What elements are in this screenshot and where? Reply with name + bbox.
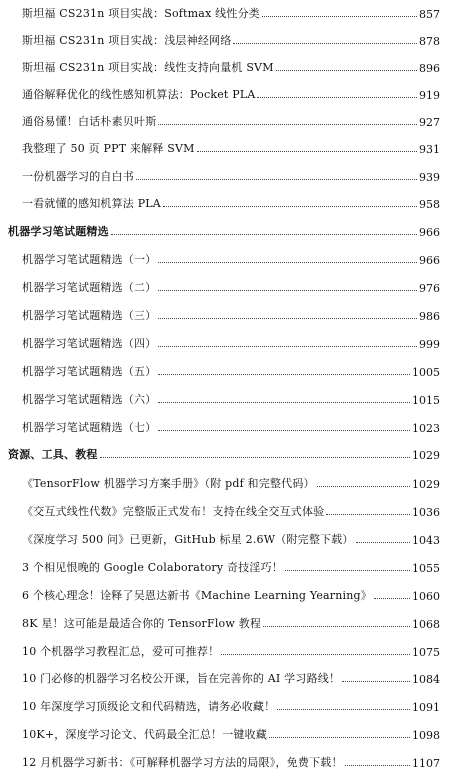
toc-entry-title: 我整理了 50 页 PPT 来解释 SVM (22, 142, 195, 155)
toc-dot-leader (221, 654, 410, 655)
toc-dot-leader (158, 430, 410, 431)
toc-entry-title: 机器学习笔试题精选（一） (22, 253, 157, 266)
toc-dot-leader (269, 737, 410, 738)
toc-dot-leader (317, 486, 410, 487)
toc-entry[interactable] (0, 529, 450, 547)
toc-entry-title: 10K+，深度学习论文、代码最全汇总！一键收藏 (22, 728, 268, 741)
toc-entry-title: 机器学习笔试题精选（五） (22, 365, 157, 378)
toc-entry-title: 通俗易懂！白话朴素贝叶斯 (22, 115, 157, 128)
toc-page-number: 1043 (412, 534, 440, 547)
toc-page-number: 976 (419, 282, 440, 295)
toc-entry[interactable] (0, 166, 450, 184)
toc-entry[interactable] (0, 389, 450, 407)
toc-dot-leader (158, 402, 410, 403)
toc-dot-leader (342, 681, 410, 682)
toc-page-number: 1029 (412, 478, 440, 491)
toc-entry-title: 机器学习笔试题精选（三） (22, 309, 157, 322)
toc-page-number: 1107 (412, 757, 440, 770)
toc-entry-title: 机器学习笔试题精选 (8, 225, 109, 238)
toc-entry-title: 《交互式线性代数》完整版正式发布！支持在线全交互式体验 (22, 505, 325, 518)
toc-dot-leader (158, 262, 417, 263)
toc-dot-leader (158, 124, 417, 125)
toc-dot-leader (257, 97, 417, 98)
toc-page-number: 857 (419, 8, 440, 21)
toc-page-number: 939 (419, 171, 440, 184)
toc-dot-leader (158, 374, 410, 375)
toc-page-number: 1084 (412, 673, 440, 686)
toc-entry-title: 12 月机器学习新书：《可解释机器学习方法的局限》，免费下载！ (22, 756, 343, 769)
toc-entry-title: 一份机器学习的自白书 (22, 170, 134, 183)
toc-entry-title: 机器学习笔试题精选（六） (22, 393, 157, 406)
toc-entry[interactable] (0, 641, 450, 659)
toc-entry[interactable] (0, 305, 450, 323)
toc-section[interactable] (0, 444, 450, 462)
toc-entry-title: 6 个核心理念！诠释了吴恩达新书《Machine Learning Yearning》 (22, 589, 372, 602)
toc-page-number: 966 (419, 254, 440, 267)
toc-dot-leader (326, 514, 410, 515)
toc-page-number: 1015 (412, 394, 440, 407)
toc-page-number: 986 (419, 310, 440, 323)
toc-page-number: 999 (419, 338, 440, 351)
toc-entry-title: 斯坦福 CS231n 项目实战：Softmax 线性分类 (22, 7, 260, 20)
toc-page-number: 927 (419, 116, 440, 129)
toc-page-number: 931 (419, 143, 440, 156)
toc-page-number: 1036 (412, 506, 440, 519)
toc-dot-leader (136, 179, 417, 180)
toc-page-number: 1029 (412, 449, 440, 462)
toc-entry-title: 一看就懂的感知机算法 PLA (22, 197, 161, 210)
toc-dot-leader (276, 70, 417, 71)
toc-dot-leader (345, 765, 410, 766)
toc-entry[interactable] (0, 30, 450, 48)
toc-entry[interactable] (0, 57, 450, 75)
toc-entry[interactable] (0, 557, 450, 575)
toc-entry[interactable] (0, 585, 450, 603)
toc-entry[interactable] (0, 696, 450, 714)
toc-entry[interactable] (0, 138, 450, 156)
toc-page-number: 966 (419, 226, 440, 239)
toc-dot-leader (374, 598, 410, 599)
toc-page-number: 878 (419, 35, 440, 48)
toc-dot-leader (158, 318, 417, 319)
toc-entry[interactable] (0, 361, 450, 379)
toc-dot-leader (277, 709, 410, 710)
toc-page-number: 896 (419, 62, 440, 75)
toc-page-number: 1098 (412, 729, 440, 742)
toc-entry-title: 10 门必修的机器学习名校公开课，旨在完善你的 AI 学习路线！ (22, 672, 341, 685)
toc-entry[interactable] (0, 333, 450, 351)
toc-dot-leader (100, 457, 410, 458)
toc-entry[interactable] (0, 668, 450, 686)
toc-entry-title: 8K 星！这可能是最适合你的 TensorFlow 教程 (22, 617, 262, 630)
toc-entry[interactable] (0, 111, 450, 129)
toc-entry[interactable] (0, 724, 450, 742)
toc-page-number: 1060 (412, 590, 440, 603)
toc-dot-leader (158, 290, 417, 291)
toc-entry[interactable] (0, 3, 450, 21)
toc-page-number: 1055 (412, 562, 440, 575)
toc-entry-title: 10 年深度学习顶级论文和代码精选，请务必收藏！ (22, 700, 276, 713)
toc-entry[interactable] (0, 417, 450, 435)
toc-entry-title: 机器学习笔试题精选（七） (22, 421, 157, 434)
toc-dot-leader (158, 346, 417, 347)
toc-page-number: 1091 (412, 701, 440, 714)
toc-entry-title: 斯坦福 CS231n 项目实战：浅层神经网络 (22, 34, 232, 47)
toc-entry-title: 斯坦福 CS231n 项目实战：线性支持向量机 SVM (22, 61, 274, 74)
toc-dot-leader (111, 234, 417, 235)
toc-entry[interactable] (0, 473, 450, 491)
toc-entry-title: 机器学习笔试题精选（二） (22, 281, 157, 294)
toc-section[interactable] (0, 221, 450, 239)
toc-entry-title: 10 个机器学习教程汇总，爱可可推荐！ (22, 645, 220, 658)
toc-page-number: 958 (419, 198, 440, 211)
toc-entry[interactable] (0, 501, 450, 519)
toc-entry[interactable] (0, 84, 450, 102)
toc-page-number: 1005 (412, 366, 440, 379)
toc-dot-leader (263, 626, 410, 627)
toc-entry[interactable] (0, 193, 450, 211)
toc-entry[interactable] (0, 277, 450, 295)
toc-page-number: 1068 (412, 618, 440, 631)
toc-dot-leader (285, 570, 410, 571)
toc-entry[interactable] (0, 752, 450, 770)
toc-entry[interactable] (0, 249, 450, 267)
toc-dot-leader (197, 151, 417, 152)
toc-page-number: 919 (419, 89, 440, 102)
toc-dot-leader (356, 542, 410, 543)
toc-entry-title: 机器学习笔试题精选（四） (22, 337, 157, 350)
toc-entry-title: 3 个相见恨晚的 Google Colaboratory 奇技淫巧！ (22, 561, 283, 574)
toc-page-number: 1023 (412, 422, 440, 435)
toc-dot-leader (163, 206, 417, 207)
toc-entry-title: 《TensorFlow 机器学习方案手册》（附 pdf 和完整代码） (22, 477, 315, 490)
toc-entry-title: 《深度学习 500 问》已更新，GitHub 标星 2.6W（附完整下载） (22, 533, 354, 546)
toc-entry-title: 通俗解释优化的线性感知机算法：Pocket PLA (22, 88, 256, 101)
toc-dot-leader (233, 43, 417, 44)
toc-page-number: 1075 (412, 646, 440, 659)
toc-dot-leader (262, 16, 417, 17)
toc-entry[interactable] (0, 613, 450, 631)
toc-entry-title: 资源、工具、教程 (8, 448, 98, 461)
